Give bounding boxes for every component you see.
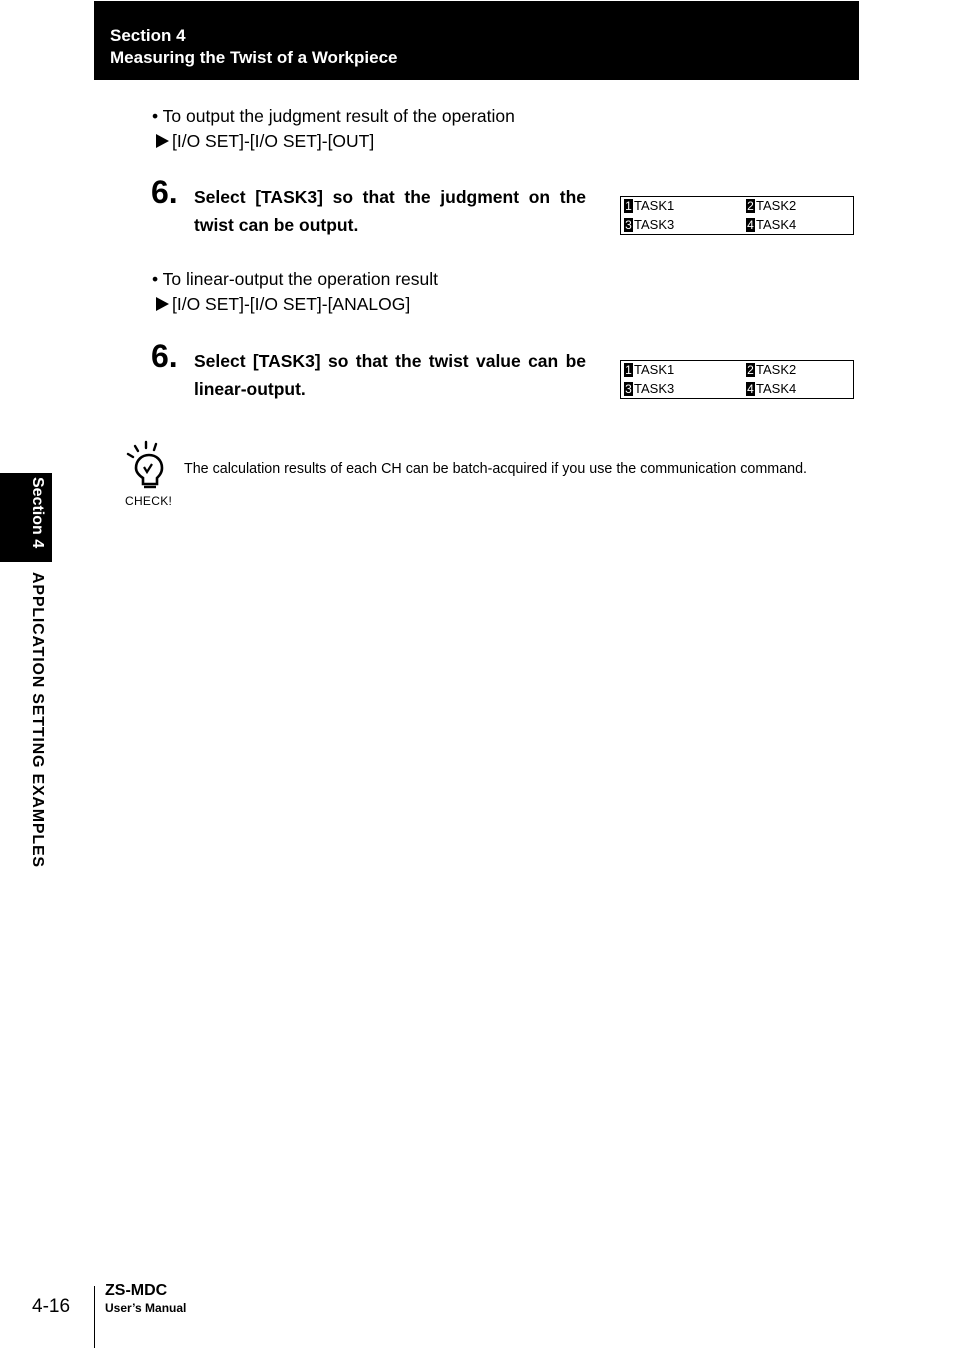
menu-arrow-icon [156, 134, 169, 148]
page-number: 4-16 [32, 1296, 71, 1317]
side-chapter-title: APPLICATION SETTING EXAMPLES [29, 572, 46, 868]
step-instruction: Select [TASK3] so that the twist value can be linear-output. [194, 351, 586, 399]
section-label: Section 4 [110, 26, 186, 45]
side-section-tab [0, 473, 52, 562]
lcd-option-task1[interactable]: 1 TASK1 [625, 198, 675, 213]
step-instruction: Select [TASK3] so that the judgment on the twist can be output. [194, 187, 586, 235]
lcd-option-task4[interactable]: 4 TASK4 [747, 217, 797, 232]
menu-arrow-icon [156, 297, 169, 311]
manual-label: User’s Manual [105, 1301, 187, 1315]
step-number: 6. [151, 338, 178, 374]
footer-divider [94, 1286, 95, 1348]
menu-path-text: [I/O SET]-[I/O SET]-[OUT] [172, 131, 375, 151]
section-title: Measuring the Twist of a Workpiece [110, 48, 398, 67]
product-name: ZS-MDC [105, 1282, 168, 1299]
section-header [94, 1, 859, 80]
check-note-text: The calculation results of each CH can be batch-acquired if you use the communication command. [184, 461, 808, 477]
lcd-option-task3[interactable]: 3 TASK3 [625, 381, 675, 396]
lcd-option-task1[interactable]: 1 TASK1 [625, 362, 675, 377]
step-number: 6. [151, 174, 178, 210]
menu-path-out [156, 129, 374, 154]
lcd-option-task3[interactable]: 3 TASK3 [625, 217, 675, 232]
side-tab-label: Section 4 [29, 477, 46, 549]
lcd-option-task2[interactable]: 2 TASK2 [747, 362, 797, 377]
lightbulb-check-icon [122, 438, 174, 490]
menu-path-text: [I/O SET]-[I/O SET]-[ANALOG] [172, 294, 411, 314]
check-label: CHECK! [125, 494, 173, 508]
lcd-option-task2[interactable]: 2 TASK2 [747, 198, 797, 213]
menu-path-analog [156, 292, 410, 317]
bullet-output-judgment: • To output the judgment result of the operation [152, 106, 515, 126]
lcd-task-menu [620, 360, 854, 399]
lcd-option-task4[interactable]: 4 TASK4 [747, 381, 797, 396]
bullet-linear-output: • To linear-output the operation result [152, 269, 438, 289]
lcd-task-menu [620, 196, 854, 235]
